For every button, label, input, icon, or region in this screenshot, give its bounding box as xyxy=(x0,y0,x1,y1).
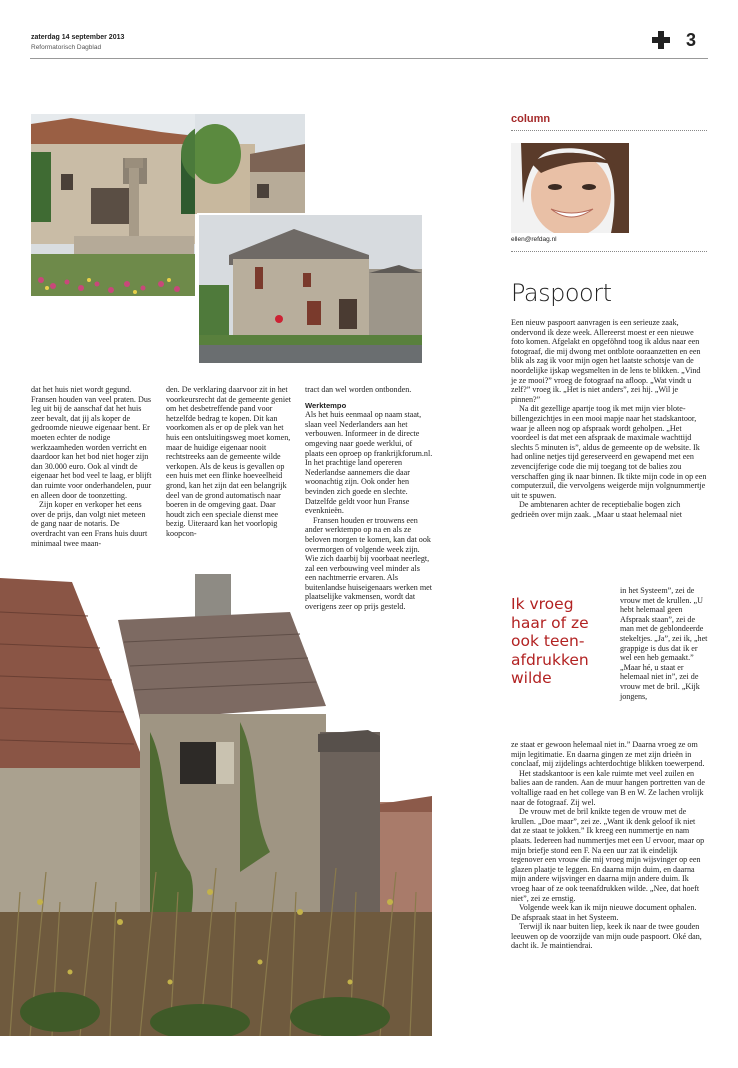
article-paragraph: Als het huis eenmaal op naam staat, slaan veel Nederlanders aan het verbouwen. Informeer in de directe omgeving naar goede werklui, of plaats een oproep op frankrijkforum.nl. In het prachtige land opereren Nederlandse aannemers die daar woonachtig zijn. Ook onder hen bevinden zich goede en slechte. Datzelfde geldt voor hun Franse evenknieën. xyxy=(305,410,433,516)
column-label: column xyxy=(511,113,551,125)
article-paragraph: Zijn koper en verkoper het eens over de prijs, dan volgt niet meteen de gang naar de notaris. De overdracht van een Frans huis duurt minimaal twee maan- xyxy=(31,500,148,548)
author-email: ellen@refdag.nl xyxy=(511,236,557,243)
header-divider xyxy=(30,58,708,59)
column-body-bottom xyxy=(511,740,707,951)
column-paragraph: Het stadskantoor is een kale ruimte met veel zuilen en balies aan de randen. Aan de muur hangen portretten van de voltallige raad en het college van B en W. Ze lachen vrolijk naar de fotograaf. Zij wel. xyxy=(511,768,705,807)
article-paragraph: Fransen houden er trouwens een ander werktempo op na en als ze beloven morgen te komen, kan dat ook overmorgen of volgende week zijn. Wie zich daarbij bij voorbaat neerlegt, zal een verbouwing veel minder als een nachtmerrie ervaren. Als buitenlandse huiseigenaars werken met plaatselijke vakmensen, wordt dat overigens zeer op prijs gesteld. xyxy=(305,515,432,612)
author-portrait xyxy=(511,143,629,233)
article-paragraph: den. De verklaring daarvoor zit in het voorkeursrecht dat de gemeente geniet om het desbetreffende pand voor hetzelfde bedrag te kopen. Dit kan voorkomen als er op de plek van het huis een ontsluitingsweg moet komen, maar de huidige eigenaar nooit rechtstreeks aan de gemeente wilde verkopen. Als de keus is gevallen op een huis met een flinke hoeveelheid grond, kan het zijn dat een belangrijk deel van de grond automatisch naar boeren in de omgeving gaat. Daar houdt zich een speciale dienst mee bezig. Uiteraard kan het voorlopig koopcon- xyxy=(166,385,291,538)
column-paragraph: Terwijl ik naar buiten liep, keek ik naar de twee gouden leeuwen op de voorzijde van mijn oude paspoort. Oké dan, dacht ik. Je maintiendrai. xyxy=(511,922,702,951)
cross-logo-icon xyxy=(651,30,671,50)
column-title: Paspoort xyxy=(511,279,612,307)
stone-house-photo xyxy=(197,213,424,365)
header-paper-name: Reformatorisch Dagblad xyxy=(31,44,102,51)
village-street-photo xyxy=(195,114,305,214)
article-column-1 xyxy=(31,385,155,548)
overgrown-farmhouse-photo xyxy=(0,572,432,1036)
village-fountain-photo xyxy=(31,114,195,296)
article-paragraph: dat het huis niet wordt gegund. Fransen houden van veel praten. Dus leg uit bij de aanschaf dat het huis zeer bevalt, dat jij als koper de gedroomde nieuwe eigenaar bent. Er moeten echter de nodige werkzaamheden worden verricht en daardoor kan het bod niet hoger zijn dan 30.000 euro. Ook al vindt de eigenaar het bod veel te laag, er blijft dan ruimte voor onderhandelen, puur en alleen door de toonzetting. xyxy=(31,385,152,500)
article-subhead: Werktempo xyxy=(305,400,347,410)
column-paragraph: Na dit gezellige apartje toog ik met mijn vier blote-billengezichtjes in een mooi mapje naar het stadskantoor, waar je alleen nog op afspraak wordt geholpen. „Het voordeel is dat met een afspraak de maximale wachttijd slechts 5 minuten is”, aldus de gemeente op de website. Ik had online netjes tijd gereserveerd en gewapend met een zevencijferige code die mij toegang tot de balies zou verschaffen ging ik naar binnen. Ik tikte mijn code in op een computerzuil, die vervolgens weigerde mijn volgnummertje uit te spuwen. xyxy=(511,404,707,500)
page-number: 3 xyxy=(686,30,697,50)
column-paragraph: ze staat er gewoon helemaal niet in.” Daarna vroeg ze om mijn legitimatie. En daarna gingen ze met zijn drieën in conclaaf, mij zijdelings achterdochtige blikken toewerpend. xyxy=(511,740,705,769)
header-date: zaterdag 14 september 2013 xyxy=(31,34,125,41)
column-paragraph: Volgende week kan ik mijn nieuwe document ophalen. De afspraak staat in het Systeem. xyxy=(511,903,697,922)
column-divider xyxy=(511,130,707,131)
column-paragraph: De vrouw met de bril knikte tegen de vrouw met de krullen. „Doe maar”, zei ze. „Want ik denk geloof ik niet dat ze staat te jokken.” Ik kreeg een nummertje en nam plaats. Iedereen had nummertjes met een U ervoor, maar op mijn briefje stond een F. Na een uur zat ik eindelijk tegenover een vrouw die mij vroeg mijn wijsvinger op een glazen plaatje te leggen. En daarna mijn duim, en daarna mijn andere wijsvinger en daarna mijn andere duim. Ik vroeg haar of ze ook teenafdrukken wilde. „Nee, dat hoeft niet”, zei ze ernstig. xyxy=(511,807,705,903)
column-paragraph: in het Systeem”, zei de vrouw met de krullen. „U hebt helemaal geen Afspraak staan”, zei de man met de geblondeerde stekeltjes. „Ja”, zei ik, „het grappige is dus dat ik er wel een heb gemaakt.” „Maar hé, u staat er helemaal niet in”, zei de vrouw met de bril. „Kijk jongens, xyxy=(620,586,708,701)
article-paragraph: tract dan wel worden ontbonden. xyxy=(305,385,412,394)
byline-divider xyxy=(511,251,707,252)
column-body-top xyxy=(511,318,707,519)
column-body-middle xyxy=(620,586,708,701)
pull-quote: Ik vroeg haar of ze ook teen-afdrukken wilde xyxy=(511,595,589,687)
article-column-2 xyxy=(166,385,294,539)
column-paragraph: De ambtenaren achter de receptiebalie bogen zich gedrieën over mijn zaak. „Maar u staat helemaal niet xyxy=(511,500,683,519)
article-column-3 xyxy=(305,385,433,612)
column-paragraph: Een nieuw paspoort aanvragen is een serieuze zaak, ondervond ik deze week. Allereerst moest er een nieuwe foto komen. Afgelakt en opgeföhnd toog ik aldus naar een fotograaf, die mij dwong met ontblote ooraanzetten en een blik als zag ik voor mijn ogen het laatste schotsje van de noordelijke ijskap wegsmelten in de lens te blikken. „Vind je ze mooi?” vroeg de fotograaf na afloop. „Wat vindt u zelf?” vroeg ik. „Het is niet anders”, zei hij. „Wil je pinnen?” xyxy=(511,318,701,404)
